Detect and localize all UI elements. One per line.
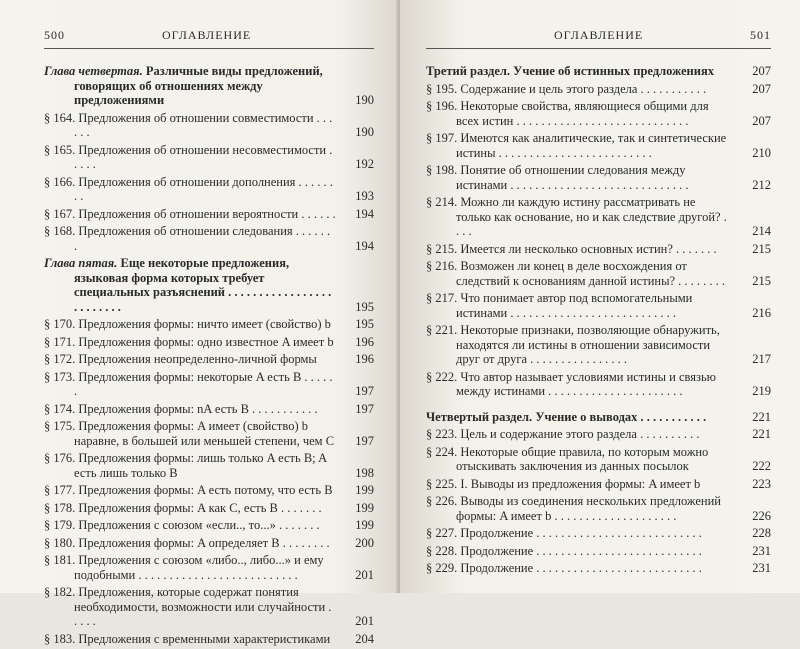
- left-running-title: ОГЛАВЛЕНИЕ: [162, 28, 252, 42]
- toc-section-heading[interactable]: [426, 64, 771, 79]
- toc-entry-title: § 217. Что понимает автор под вспомогательными истинами . . . . . . . . . . . . . . . . . . . . . . . . . . .: [426, 291, 693, 320]
- toc-entry-title: § 175. Предложения формы: A имеет (свойство) b наравне, в большей или меньшей степени, чем C: [44, 419, 335, 448]
- toc-entry-title: § 166. Предложения об отношении дополнения . . . . . . . .: [44, 174, 333, 203]
- toc-entry[interactable]: [44, 483, 374, 498]
- toc-page-number: 192: [355, 157, 374, 171]
- right-toc: [426, 64, 771, 579]
- toc-entry[interactable]: [44, 536, 374, 551]
- toc-heading-lead: Глава четвертая.: [44, 64, 143, 78]
- toc-heading-lead: Четвертый раздел.: [426, 409, 533, 424]
- toc-entry-title: § 216. Возможен ли конец в деле восхождения от следствий к основаниям данной истины? . . . . . . . .: [426, 259, 726, 288]
- toc-page-number: 197: [355, 384, 374, 398]
- toc-page-number: 215: [752, 273, 771, 288]
- toc-entry[interactable]: [426, 561, 771, 576]
- toc-entry-title: § 164. Предложения об отношении совместимости . . . . . .: [44, 110, 333, 139]
- toc-entry[interactable]: [44, 111, 374, 140]
- toc-entry-title: § 168. Предложения об отношении следования . . . . . . .: [44, 224, 331, 253]
- toc-section-heading[interactable]: [426, 410, 771, 425]
- toc-entry-title: § 181. Предложения с союзом «либо.., либо...» и ему подобными . . . . . . . . . . . . . . . . . . . . . . . . . .: [44, 553, 324, 582]
- toc-page-number: 199: [355, 500, 374, 515]
- toc-entry-title: § 196. Некоторые свойства, являющиеся общими для всех истин . . . . . . . . . . . . . . . . . . . . . . . . . . . .: [426, 99, 709, 128]
- toc-page-number: 195: [355, 317, 374, 331]
- toc-page-number: 221: [752, 427, 771, 441]
- toc-entry-title: § 228. Продолжение . . . . . . . . . . . . . . . . . . . . . . . . . . .: [426, 543, 702, 558]
- toc-entry[interactable]: [426, 195, 771, 239]
- toc-entry-title: Еще некоторые предложения, языковая форма которых требует специальных разъяснений . . . . . . . . . . . . . . . . . . . . . . . . .: [74, 256, 332, 314]
- toc-entry[interactable]: [44, 224, 374, 253]
- toc-page-number: 214: [752, 224, 771, 238]
- toc-entry-title: § 225. I. Выводы из предложения формы: A имеет b: [426, 476, 701, 491]
- toc-page-number: 196: [355, 352, 374, 366]
- toc-entry-title: § 176. Предложения формы: лишь только A есть B; A есть лишь только B: [44, 451, 327, 480]
- toc-entry[interactable]: [44, 451, 374, 480]
- toc-entry-title: § 215. Имеется ли несколько основных истин? . . . . . . .: [426, 241, 717, 256]
- toc-page-number: 190: [355, 93, 374, 107]
- toc-page-number: 196: [355, 334, 374, 349]
- toc-entry[interactable]: [426, 544, 771, 559]
- left-toc: [44, 64, 374, 649]
- toc-entry-title: § 178. Предложения формы: A как C, есть B . . . . . . .: [44, 500, 322, 515]
- toc-page-number: 199: [355, 483, 374, 497]
- toc-page-number: 231: [752, 543, 771, 558]
- toc-entry-title: § 171. Предложения формы: одно известное A имеет b: [44, 334, 334, 349]
- toc-entry[interactable]: [426, 323, 771, 367]
- toc-entry[interactable]: [44, 419, 374, 448]
- toc-page-number: 222: [752, 459, 771, 473]
- toc-page-number: 194: [355, 206, 374, 221]
- toc-entry[interactable]: [44, 335, 374, 350]
- toc-entry[interactable]: [426, 131, 771, 160]
- toc-page-number: 207: [752, 113, 771, 128]
- toc-entry-title: § 229. Продолжение . . . . . . . . . . . . . . . . . . . . . . . . . . .: [426, 561, 702, 575]
- toc-page-number: 190: [355, 125, 374, 139]
- toc-entry-title: Различные виды предложений, говорящих об отношениях между предложениями: [74, 64, 323, 107]
- toc-entry-title: § 180. Предложения формы: A определяет B . . . . . . . .: [44, 535, 330, 550]
- toc-page-number: 226: [752, 508, 771, 523]
- toc-heading-lead: Глава пятая.: [44, 256, 118, 270]
- toc-page-number: 197: [355, 433, 374, 448]
- toc-page-number: 207: [752, 81, 771, 96]
- toc-page-number: 194: [355, 238, 374, 253]
- toc-entry[interactable]: [426, 242, 771, 257]
- left-page-number: 500: [44, 28, 65, 42]
- toc-heading-lead: Третий раздел.: [426, 64, 511, 78]
- toc-page-number: 204: [355, 631, 374, 646]
- toc-entry-title: § 227. Продолжение . . . . . . . . . . . . . . . . . . . . . . . . . . .: [426, 526, 702, 540]
- toc-page-number: 221: [752, 409, 771, 424]
- toc-entry[interactable]: [44, 553, 374, 582]
- toc-entry[interactable]: [44, 632, 374, 647]
- toc-entry-title: § 223. Цель и содержание этого раздела . . . . . . . . . .: [426, 427, 700, 441]
- toc-entry-title: § 172. Предложения неопределенно-личной формы: [44, 352, 317, 366]
- toc-entry-title: § 167. Предложения об отношении вероятности . . . . . .: [44, 206, 336, 221]
- toc-entry-title: § 226. Выводы из соединения нескольких предложений формы: A имеет b . . . . . . . . . . . . . . . . . . . .: [426, 494, 721, 523]
- toc-entry-title: § 221. Некоторые признаки, позволяющие обнаружить, находятся ли истины в отношении зависимости друг от друга . . . . . . . . . . . . . . . .: [426, 323, 720, 366]
- toc-entry-title: § 197. Имеются как аналитические, так и синтетические истины . . . . . . . . . . . . . . . . . . . . . . . . .: [426, 131, 727, 160]
- left-page: [0, 0, 400, 646]
- toc-entry[interactable]: [426, 163, 771, 192]
- toc-entry-title: § 224. Некоторые общие правила, по которым можно отыскивать заключения из данных посылок: [426, 444, 709, 473]
- toc-page-number: 207: [752, 64, 771, 78]
- toc-entry[interactable]: [44, 402, 374, 417]
- toc-entry[interactable]: [426, 291, 771, 320]
- toc-page-number: 198: [355, 465, 374, 480]
- toc-gap: [426, 402, 771, 410]
- toc-page-number: 210: [752, 145, 771, 160]
- toc-entry[interactable]: [426, 477, 771, 492]
- toc-entry-title: § 177. Предложения формы: A есть потому, что есть B: [44, 483, 333, 497]
- toc-entry[interactable]: [426, 445, 771, 474]
- toc-entry[interactable]: [44, 207, 374, 222]
- toc-page-number: 201: [355, 614, 374, 628]
- toc-chapter-heading[interactable]: [44, 256, 374, 314]
- toc-entry[interactable]: [426, 82, 771, 97]
- right-page: [400, 0, 800, 593]
- toc-page-number: 197: [355, 401, 374, 416]
- toc-page-number: 228: [752, 526, 771, 540]
- toc-entry-title: § 183. Предложения с временными характеристиками: [44, 631, 331, 646]
- toc-entry[interactable]: [44, 518, 374, 533]
- toc-entry[interactable]: [44, 175, 374, 204]
- toc-entry[interactable]: [426, 526, 771, 541]
- toc-page-number: 201: [355, 567, 374, 582]
- toc-page-number: 215: [752, 241, 771, 256]
- toc-entry[interactable]: [426, 494, 771, 523]
- right-header-rule: [426, 48, 771, 49]
- toc-entry-title: § 214. Можно ли каждую истину рассматривать не только как основание, но и как следствие другой? . . . .: [426, 195, 727, 238]
- right-running-title: ОГЛАВЛЕНИЕ: [554, 28, 644, 42]
- toc-entry-title: § 195. Содержание и цель этого раздела . . . . . . . . . . .: [426, 81, 707, 96]
- toc-entry-title: § 173. Предложения формы: некоторые A есть B . . . . . .: [44, 369, 333, 398]
- toc-page-number: 217: [752, 352, 771, 366]
- toc-page-number: 219: [752, 384, 771, 398]
- toc-entry[interactable]: [44, 501, 374, 516]
- toc-entry-title: Учение об истинных предложениях: [510, 64, 714, 78]
- toc-entry[interactable]: [44, 352, 374, 367]
- toc-entry[interactable]: [426, 427, 771, 442]
- toc-page-number: 223: [752, 476, 771, 491]
- toc-entry-title: § 165. Предложения об отношении несовместимости . . . . .: [44, 142, 333, 171]
- toc-page-number: 195: [355, 299, 374, 314]
- toc-page-number: 199: [355, 518, 374, 532]
- toc-entry[interactable]: [426, 259, 771, 288]
- toc-entry-title: § 179. Предложения с союзом «если.., то...» . . . . . . .: [44, 518, 320, 532]
- toc-entry[interactable]: [426, 99, 771, 128]
- toc-entry-title: § 174. Предложения формы: nA есть B . . . . . . . . . . .: [44, 401, 318, 416]
- toc-page-number: 212: [752, 177, 771, 192]
- toc-entry[interactable]: [426, 370, 771, 399]
- toc-entry[interactable]: [44, 143, 374, 172]
- toc-page-number: 200: [355, 535, 374, 550]
- toc-page-number: 193: [355, 189, 374, 203]
- toc-entry[interactable]: [44, 585, 374, 629]
- toc-chapter-heading[interactable]: [44, 64, 374, 108]
- toc-entry[interactable]: [44, 317, 374, 332]
- toc-entry-title: Учение о выводах . . . . . . . . . . .: [532, 409, 707, 424]
- toc-entry-title: § 182. Предложения, которые содержат понятия необходимости, возможности или случайности . . . . .: [44, 585, 332, 628]
- right-page-number: 501: [750, 28, 771, 42]
- toc-entry-title: § 170. Предложения формы: ничто имеет (свойство) b: [44, 317, 331, 331]
- toc-page-number: 216: [752, 305, 771, 320]
- toc-entry-title: § 198. Понятие об отношении следования между истинами . . . . . . . . . . . . . . . . . . . . . . . . . . . . .: [426, 163, 689, 192]
- toc-entry-title: § 222. Что автор называет условиями истины и связью между истинами . . . . . . . . . . . . . . . . . . . . . .: [426, 369, 717, 398]
- toc-entry[interactable]: [44, 370, 374, 399]
- left-header-rule: [44, 48, 374, 49]
- toc-page-number: 231: [752, 561, 771, 575]
